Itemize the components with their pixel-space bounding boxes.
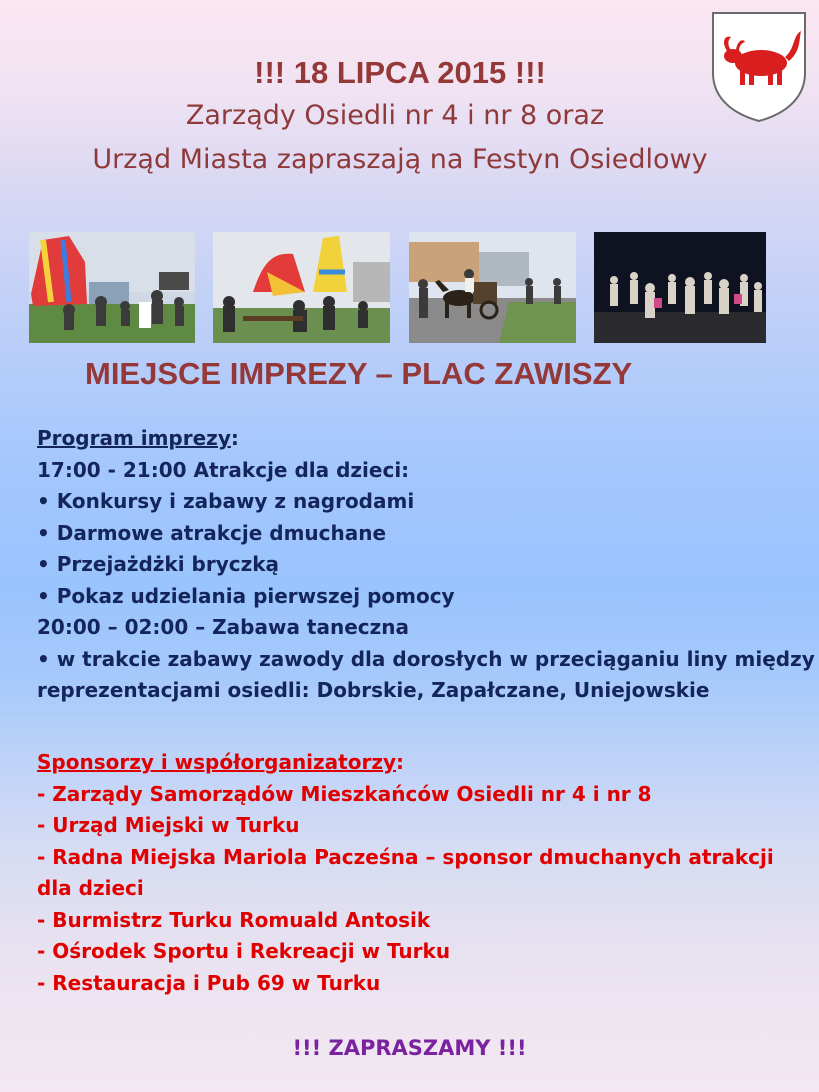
program-heading-colon: : — [230, 426, 239, 450]
list-item-continuation: reprezentacjami osiedli: Dobrskie, Zapałczane, Uniejowskie — [37, 678, 710, 702]
poster-header — [0, 52, 800, 182]
program-section — [37, 423, 815, 707]
venue-title: MIEJSCE IMPREZY – PLAC ZAWISZY — [85, 356, 633, 391]
program-heading-row — [37, 423, 807, 455]
photo-night-dance-icon — [594, 232, 766, 343]
sponsor-item: - Ośrodek Sportu i Rekreacji w Turku — [37, 939, 451, 963]
sponsor-item-continuation: dla dzieci — [37, 876, 144, 900]
photo-horse-carriage-icon — [409, 232, 576, 343]
program-heading: Program imprezy — [37, 426, 231, 450]
sponsors-heading-row — [37, 747, 807, 779]
list-item: • Darmowe atrakcje dmuchane — [37, 520, 387, 545]
sponsors-heading: Sponsorzy i współorganizatorzy — [37, 750, 397, 774]
dance-party-title: 20:00 – 02:00 – Zabawa taneczna — [37, 615, 410, 639]
list-item: • w trakcie zabawy zawody dla dorosłych w przeciąganiu liny między — [37, 646, 815, 671]
organizers-line: Zarządy Osiedli nr 4 i nr 8 oraz — [185, 100, 605, 131]
sponsors-heading-colon: : — [396, 750, 405, 774]
list-item: • Przejażdżki bryczką — [37, 552, 280, 576]
sponsor-item: - Urząd Miejski w Turku — [37, 813, 300, 837]
event-date: !!! 18 LIPCA 2015 !!! — [254, 55, 546, 90]
sponsor-item: - Radna Miejska Mariola Pacześna – sponsor dmuchanych atrakcji — [37, 844, 774, 869]
photo-bouncy-castle-icon — [29, 232, 195, 343]
list-item: • Konkursy i zabawy z nagrodami — [37, 489, 415, 513]
photo-inflatable-slide-icon — [213, 232, 390, 343]
kids-attractions-title: 17:00 - 21:00 Atrakcje dla dzieci: — [37, 457, 410, 482]
sponsor-item: - Burmistrz Turku Romuald Antosik — [37, 907, 431, 932]
invitation-footer: !!! ZAPRASZAMY !!! — [292, 1036, 527, 1060]
sponsor-item: - Zarządy Samorządów Mieszkańców Osiedli nr 4 i nr 8 — [37, 781, 652, 806]
sponsor-item: - Restauracja i Pub 69 w Turku — [37, 970, 381, 995]
list-item: • Pokaz udzielania pierwszej pomocy — [37, 583, 455, 608]
sponsors-section — [37, 747, 807, 999]
invitation-line: Urząd Miasta zapraszają na Festyn Osiedlowy — [92, 144, 708, 175]
